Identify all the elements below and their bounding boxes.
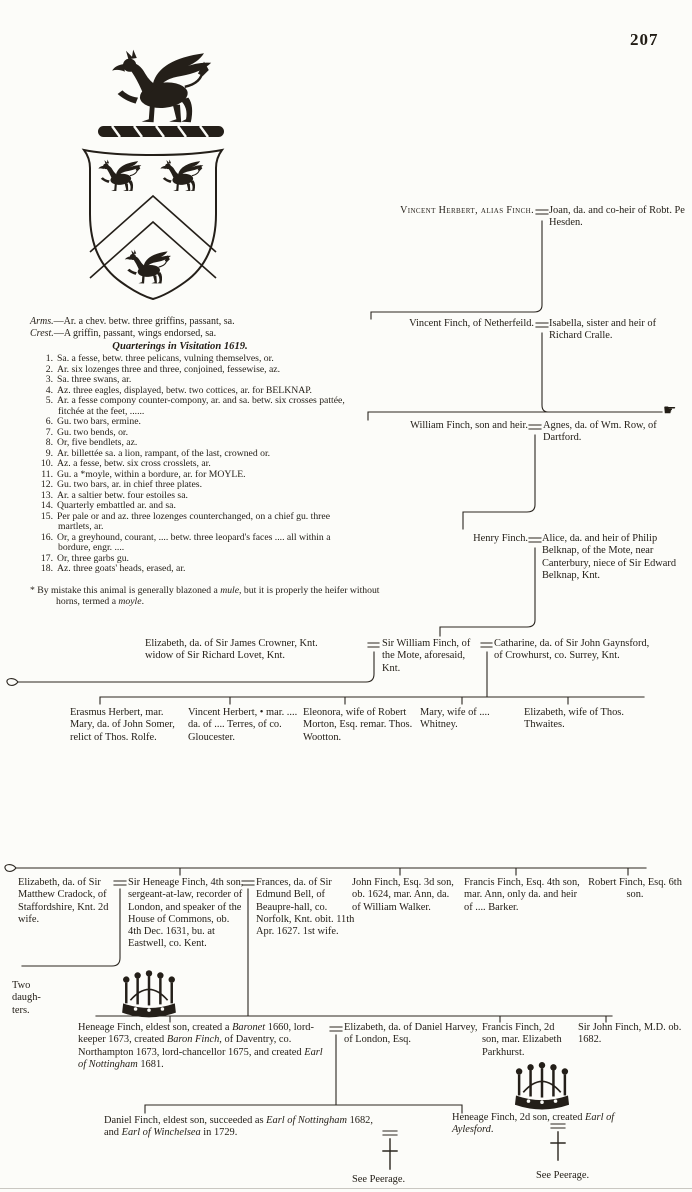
- page-number: 207: [630, 30, 659, 49]
- dagger-icon: [383, 1132, 565, 1169]
- coronet-icon: [118, 966, 180, 1018]
- person-sir-john-finch-md: Sir John Finch, M.D. ob. 1682.: [578, 1022, 682, 1046]
- quartering-item: 1. Sa. a fesse, betw. three pelicans, vulning themselves, or.: [45, 353, 274, 364]
- person-mary: Mary, wife of .... Whitney.: [420, 707, 490, 731]
- coronet-icon: [510, 1058, 574, 1110]
- quartering-item: 12. Gu. two bars, ar. in chief three plates.: [40, 479, 202, 490]
- person-heneage-finch-earl: Heneage Finch, eldest son, created a Baronet 1660, lord-keeper 1673, created Baron Finch, of Daventry, co. Northampton 1673, lord-chancellor 1675, and created Earl of Nottingham 1681.: [78, 1022, 323, 1070]
- quartering-item: 14. Quarterly embattled ar. and sa.: [40, 500, 176, 511]
- spouse-agnes: Agnes, da. of Wm. Row, of Dartford.: [543, 420, 657, 444]
- quartering-item: 15. Per pale or and az. three lozenges counterchanged, on a chief gu. three martlets, ar.: [40, 510, 331, 532]
- manicule-icon: ☛: [663, 403, 677, 419]
- spouse-joan: Joan, da. and co-heir of Robt. Pe Hesden.: [549, 205, 685, 229]
- person-francis-finch-2d: Francis Finch, 2d son, mar. Elizabeth Parkhurst.: [482, 1022, 562, 1058]
- continuation-mark: [7, 679, 18, 686]
- person-william-finch: William Finch, son and heir.: [410, 420, 528, 431]
- spouse-elizabeth-harvey: Elizabeth, da. of Daniel Harvey, of London, Esq.: [344, 1022, 478, 1046]
- quartering-item: 16. Or, a greyhound, courant, .... betw. three leopard's faces .... all within a bordure, engr. ....: [40, 531, 331, 553]
- quartering-item: 2. Ar. six lozenges three and three, conjoined, fessewise, az.: [45, 363, 281, 375]
- see-peerage-note: See Peerage.: [352, 1174, 406, 1185]
- spouse-isabella: Isabella, sister and heir of Richard Cralle.: [549, 318, 657, 342]
- quartering-item: 9. Ar. billettée sa. a lion, rampant, of the last, crowned or.: [45, 447, 271, 459]
- person-francis-finch: Francis Finch, Esq. 4th son, mar. Ann, only da. and heir of .... Barker.: [464, 877, 580, 913]
- marriage-sign: [114, 210, 565, 1135]
- person-john-finch: John Finch, Esq. 3d son, ob. 1624, mar. Ann, da. of William Walker.: [352, 877, 454, 913]
- arms-blazon: Arms.—Ar. a chev. betw. three griffins, passant, sa.: [30, 316, 235, 327]
- spouse-elizabeth-crowner: Elizabeth, da. of Sir James Crowner, Knt. widow of Sir Richard Lovet, Knt.: [145, 638, 318, 662]
- quartering-footnote: * By mistake this animal is generally blazoned a mule, but it is properly the heifer without horns, termed a moyle.: [30, 585, 380, 607]
- quartering-item: 10. Az. a fesse, betw. six cross crosslets, ar.: [40, 458, 211, 469]
- person-vincent-herbert: Vincent Herbert, alias Finch.: [400, 205, 534, 216]
- person-daniel-finch: Daniel Finch, eldest son, succeeded as Earl of Nottingham 1682, and Earl of Winchelsea in 1729.: [104, 1115, 373, 1139]
- person-robert-finch: Robert Finch, Esq. 6th son.: [588, 877, 682, 901]
- person-elizabeth-thwaites: Elizabeth, wife of Thos. Thwaites.: [524, 707, 624, 731]
- quartering-item: 18. Az. three goats' heads, erased, ar.: [40, 563, 186, 574]
- quartering-item: 4. Az. three eagles, displayed, betw. two cottices, ar. for BELKNAP.: [45, 384, 312, 396]
- spouse-frances-bell: Frances, da. of Sir Edmund Bell, of Beaupre-hall, co. Norfolk, Knt. obit. 11th Apr. 1627. 1st wife.: [256, 877, 355, 938]
- quartering-item: 6. Gu. two bars, ermine.: [45, 416, 141, 427]
- person-sir-william-finch: Sir William Finch, of the Mote, aforesaid, Knt.: [382, 638, 471, 674]
- crest-blazon: Crest.—A griffin, passant, wings endorsed, sa.: [30, 328, 217, 339]
- quartering-item: 17. Or, three garbs gu.: [40, 552, 129, 564]
- person-vincent-herbert-jr: Vincent Herbert, • mar. .... da. of .... Terres, of co. Gloucester.: [188, 707, 298, 743]
- quartering-item: 11. Gu. a *moyle, within a bordure, ar. for MOYLE.: [41, 468, 246, 480]
- quartering-item: 3. Sa. three swans, ar.: [45, 374, 132, 385]
- quartering-item: 13. Ar. a saltier betw. four estoiles sa.: [40, 489, 188, 501]
- spouse-alice: Alice, da. and heir of Philip Belknap, of the Mote, near Canterbury, niece of Sir Edward Belknap, Knt.: [542, 533, 677, 581]
- person-heneage-finch-2d: Heneage Finch, 2d son, created Earl of Aylesford.: [452, 1112, 615, 1136]
- person-erasmus-herbert: Erasmus Herbert, mar. Mary, da. of John Somer, relict of Thos. Rolfe.: [70, 707, 175, 743]
- person-eleonora: Eleonora, wife of Robert Morton, Esq. remar. Thos. Wootton.: [303, 707, 413, 743]
- spouse-elizabeth-cradock: Elizabeth, da. of Sir Matthew Cradock, of Staffordshire, Knt. 2d wife.: [18, 877, 109, 925]
- see-peerage-note: See Peerage.: [536, 1170, 590, 1181]
- person-sir-heneage-finch: Sir Heneage Finch, 4th son, sergeant-at-law, recorder of London, and speaker of the House of Commons, ob. 4th Dec. 1631, bu. at Eastwell, co. Kent.: [128, 877, 244, 950]
- continuation-mark: [5, 865, 16, 872]
- person-vincent-finch: Vincent Finch, of Netherfeild.: [409, 318, 534, 329]
- quarterings-title: Quarterings in Visitation 1619.: [112, 341, 248, 352]
- person-henry-finch: Henry Finch.: [473, 533, 528, 544]
- spouse-catharine: Catharine, da. of Sir John Gaynsford, of Crowhurst, co. Surrey, Knt.: [494, 638, 650, 662]
- quartering-item: 7. Gu. two bends, or.: [45, 426, 129, 438]
- note-two-daughters: Two daugh- ters.: [12, 980, 41, 1016]
- quartering-item: 5. Ar. a fesse compony counter-compony, ar. and sa. betw. six crosses pattée, fitchée at the feet, ......: [45, 395, 345, 417]
- quartering-item: 8. Or, five bendlets, az.: [45, 437, 138, 448]
